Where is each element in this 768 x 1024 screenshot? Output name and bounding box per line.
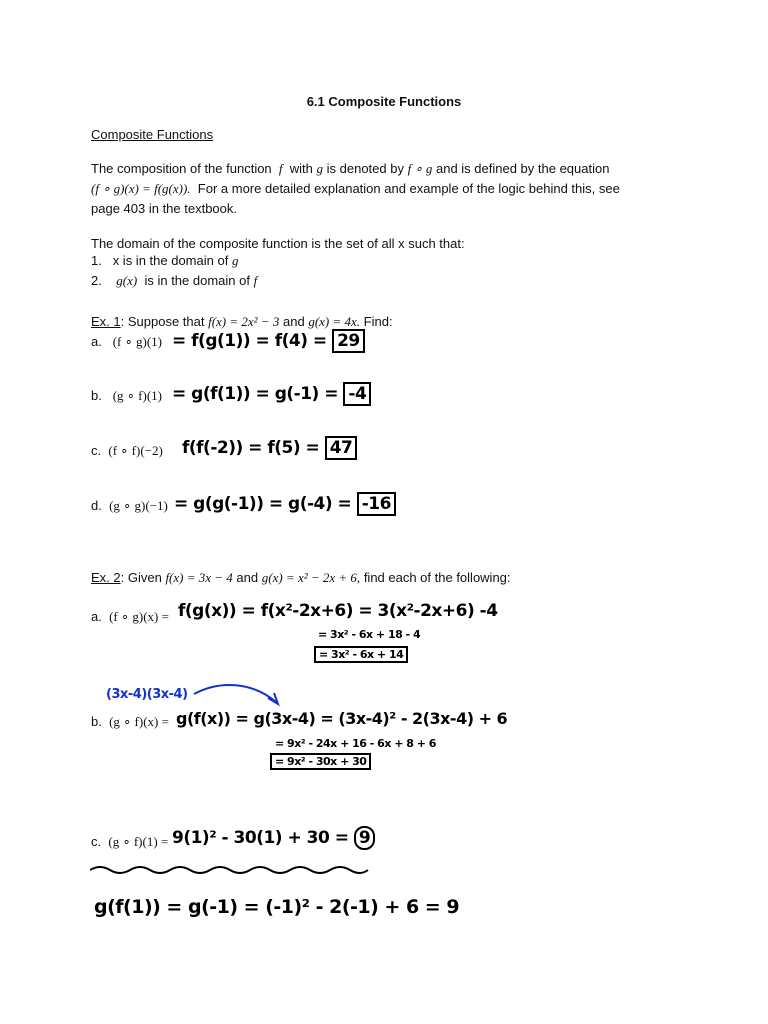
- boxed-answer: 47: [325, 436, 358, 460]
- ex2-g-definition: g(x) = x² − 2x + 6,: [261, 570, 361, 585]
- part-label: a.: [91, 609, 102, 624]
- part-label: b.: [91, 714, 102, 729]
- ex1-d-handwritten-work: [174, 494, 396, 514]
- math-f: f: [253, 273, 258, 288]
- page-title: 6.1 Composite Functions: [306, 94, 462, 109]
- intro-text: and is defined by the equation: [435, 161, 610, 176]
- boxed-answer: = 9x² - 30x + 30: [270, 753, 371, 770]
- ex1-part-a: [91, 332, 162, 352]
- ex2-statement: [91, 568, 511, 588]
- ex2-f-definition: f(x) = 3x − 4: [165, 570, 233, 585]
- math-composition-equation: (f ∘ g)(x) = f(g(x)).: [91, 181, 191, 196]
- math-fog: f ∘ g: [407, 161, 433, 176]
- ex2-a-boxed-answer: [314, 648, 408, 661]
- boxed-answer: 9: [354, 826, 375, 850]
- ex2-a-expression: (f ∘ g)(x) =: [109, 609, 169, 624]
- ex2-label: Ex. 2: [91, 570, 121, 585]
- domain-item-1: [91, 251, 238, 271]
- ex1-text: and: [282, 314, 305, 329]
- intro-line-1: [91, 159, 609, 179]
- math-g: g: [231, 253, 239, 268]
- ex1-g-definition: g(x) = 4x.: [308, 314, 361, 329]
- boxed-answer: -4: [343, 382, 371, 406]
- ex2-b-handwritten-work-1: g(f(x)) = g(3x-4) = (3x-4)² - 2(3x-4) + 6: [176, 709, 508, 728]
- boxed-answer: -16: [357, 492, 396, 516]
- section-heading: Composite Functions: [91, 127, 214, 142]
- intro-text: The composition of the function: [91, 161, 272, 176]
- ex1-c-expression: (f ∘ f)(−2): [108, 443, 163, 458]
- handwritten-work: = f(g(1)) = f(4) =: [172, 331, 327, 351]
- list-number: 1.: [91, 253, 102, 268]
- list-text: x is in the domain of: [112, 253, 229, 268]
- ex2-b-expression: (g ∘ f)(x) =: [109, 714, 169, 729]
- ex2-a-handwritten-work-1: f(g(x)) = f(x²-2x+6) = 3(x²-2x+6) -4: [178, 601, 498, 621]
- intro-text: is denoted by: [326, 161, 404, 176]
- ex1-b-expression: (g ∘ f)(1): [112, 388, 162, 403]
- intro-text: For a more detailed explanation and example of the logic behind this, see: [197, 181, 620, 196]
- ex2-b-blue-note: (3x-4)(3x-4): [106, 687, 188, 702]
- ex1-a-expression: (f ∘ g)(1): [112, 334, 162, 349]
- part-label: a.: [91, 334, 102, 349]
- ex2-text: : Given: [120, 570, 162, 585]
- blue-arrow-icon: [190, 680, 290, 712]
- part-label: b.: [91, 388, 102, 403]
- ex2-part-c: [91, 832, 168, 852]
- list-text: is in the domain of: [144, 273, 250, 288]
- handwritten-work: 9(1)² - 30(1) + 30 =: [172, 828, 349, 848]
- handwritten-work: = g(g(-1)) = g(-4) =: [174, 494, 352, 514]
- math-gx: g(x): [116, 273, 138, 288]
- ex1-text: Find:: [363, 314, 393, 329]
- math-f: f: [278, 161, 283, 176]
- ex1-part-b: [91, 386, 162, 406]
- ex1-label: Ex. 1: [91, 314, 121, 329]
- wavy-divider: [90, 862, 370, 878]
- ex2-part-a: [91, 607, 169, 627]
- ex1-part-d: [91, 496, 168, 516]
- ex1-part-c: [91, 441, 163, 461]
- list-number: 2.: [91, 273, 102, 288]
- domain-heading: The domain of the composite function is the set of all x such that:: [91, 236, 465, 251]
- boxed-answer: = 3x² - 6x + 14: [314, 646, 408, 663]
- ex1-a-handwritten-work: [172, 331, 365, 351]
- intro-line-2: [91, 179, 620, 199]
- ex1-text: : Suppose that: [120, 314, 205, 329]
- domain-item-2: [91, 271, 257, 291]
- ex2-part-b: [91, 712, 169, 732]
- ex1-c-handwritten-work: [182, 438, 357, 458]
- ex2-text: and: [236, 570, 259, 585]
- ex1-f-definition: f(x) = 2x² − 3: [208, 314, 280, 329]
- ex1-b-handwritten-work: [172, 384, 371, 404]
- ex2-c-handwritten-work: [172, 828, 375, 848]
- part-label: d.: [91, 498, 102, 513]
- intro-text: with: [289, 161, 313, 176]
- handwritten-work: f(f(-2)) = f(5) =: [182, 438, 320, 458]
- part-label: c.: [91, 443, 102, 458]
- ex2-c-expression: (g ∘ f)(1) =: [108, 834, 169, 849]
- part-label: c.: [91, 834, 102, 849]
- handwritten-work: = g(f(1)) = g(-1) =: [172, 384, 338, 404]
- ex2-a-handwritten-work-2: = 3x² - 6x + 18 - 4: [318, 628, 421, 641]
- intro-line-3: page 403 in the textbook.: [91, 201, 238, 216]
- boxed-answer: 29: [332, 329, 365, 353]
- ex2-b-boxed-answer: [270, 755, 371, 768]
- ex2-c-alternate-work: g(f(1)) = g(-1) = (-1)² - 2(-1) + 6 = 9: [94, 896, 460, 918]
- ex2-b-handwritten-work-2: = 9x² - 24x + 16 - 6x + 8 + 6: [275, 737, 436, 750]
- ex2-text: find each of the following:: [363, 570, 511, 585]
- ex1-d-expression: (g ∘ g)(−1): [109, 498, 168, 513]
- math-g: g: [316, 161, 324, 176]
